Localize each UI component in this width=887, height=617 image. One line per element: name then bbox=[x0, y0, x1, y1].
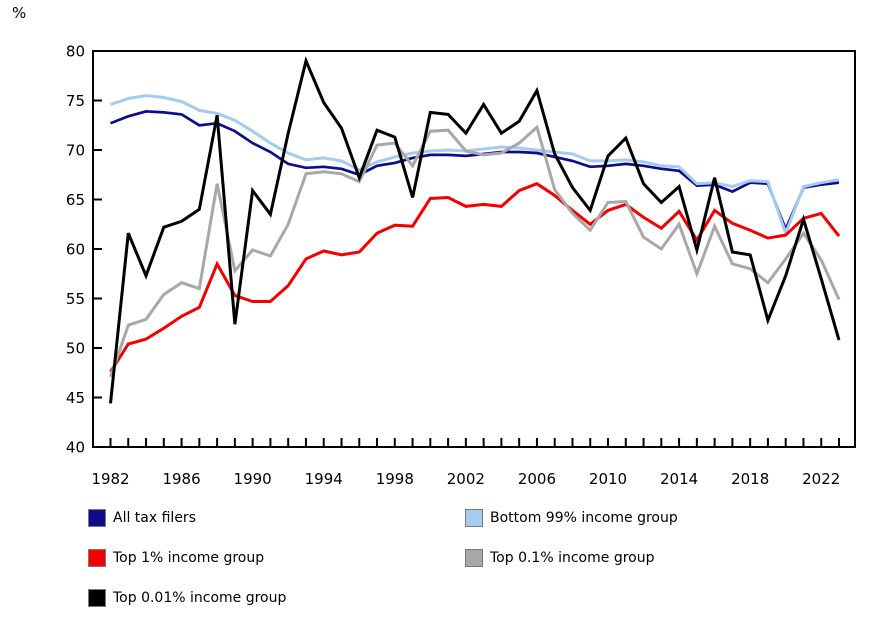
x-axis-tick-label: 1994 bbox=[304, 470, 343, 488]
y-axis-tick-label: 60 bbox=[65, 240, 85, 259]
x-axis-tick-label: 2022 bbox=[802, 470, 841, 488]
x-axis-tick-label: 1998 bbox=[375, 470, 414, 488]
x-axis-tick-label: 1990 bbox=[233, 470, 272, 488]
y-axis-unit-label: % bbox=[12, 4, 27, 22]
x-axis-tick-label: 2006 bbox=[517, 470, 557, 488]
legend-swatch-top-0-01-income-group bbox=[88, 589, 106, 607]
y-axis-tick-label: 50 bbox=[65, 339, 85, 358]
legend-label-all-tax-filers: All tax filers bbox=[113, 510, 196, 526]
series-line-top-0-01-income-group bbox=[111, 61, 840, 404]
x-axis-tick-label: 1986 bbox=[162, 470, 201, 488]
legend-label-top-0-1-income-group: Top 0.1% income group bbox=[490, 550, 655, 566]
y-axis-tick-label: 80 bbox=[65, 42, 85, 61]
legend-item-top-0-1-income-group bbox=[465, 549, 654, 567]
legend-item-all-tax-filers bbox=[88, 509, 196, 527]
y-axis-tick-label: 65 bbox=[65, 191, 85, 209]
legend-label-top-0-01-income-group: Top 0.01% income group bbox=[113, 590, 287, 606]
y-axis-tick-label: 75 bbox=[65, 92, 85, 110]
x-axis-tick-label: 2018 bbox=[731, 470, 770, 488]
y-axis-tick-label: 45 bbox=[65, 389, 85, 407]
x-axis-tick-label: 2014 bbox=[659, 470, 699, 488]
legend-item-top-1-income-group bbox=[88, 549, 264, 567]
y-axis-tick-label: 70 bbox=[65, 141, 85, 160]
legend-swatch-bottom-99-income-group bbox=[465, 509, 483, 527]
x-axis-tick-label: 2002 bbox=[446, 470, 485, 488]
legend-label-bottom-99-income-group: Bottom 99% income group bbox=[490, 510, 678, 526]
legend-item-top-0-01-income-group bbox=[88, 589, 286, 607]
legend-item-bottom-99-income-group bbox=[465, 509, 678, 527]
legend-swatch-all-tax-filers bbox=[88, 509, 106, 527]
y-axis-tick-label: 40 bbox=[65, 438, 85, 457]
series-line-top-0-1-income-group bbox=[111, 127, 840, 377]
x-axis-tick-label: 2010 bbox=[588, 470, 628, 488]
y-axis-tick-label: 55 bbox=[65, 290, 85, 308]
legend-swatch-top-1-income-group bbox=[88, 549, 106, 567]
legend-label-top-1-income-group: Top 1% income group bbox=[113, 550, 265, 566]
series-line-top-1-income-group bbox=[111, 184, 840, 372]
legend-swatch-top-0-1-income-group bbox=[465, 549, 483, 567]
x-axis-tick-label: 1982 bbox=[91, 470, 130, 488]
